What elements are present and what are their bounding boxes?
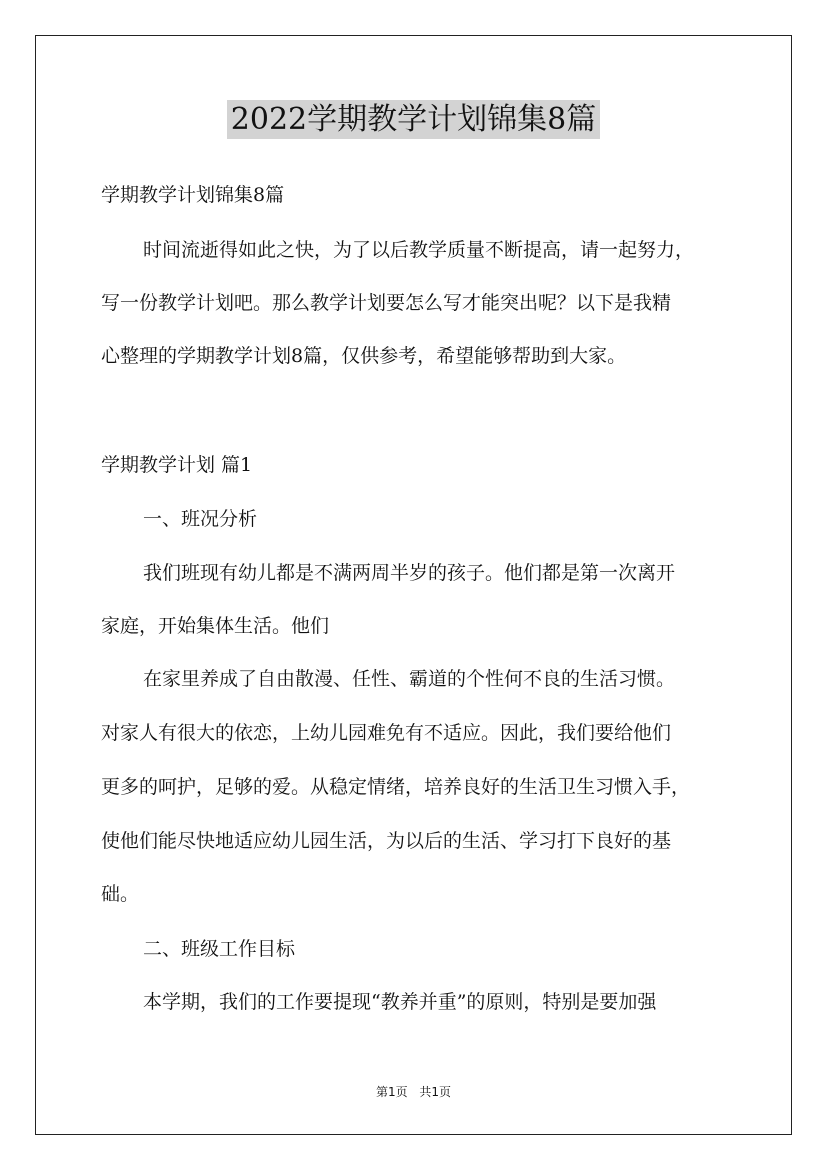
paragraph-line: 本学期，我们的工作要提现“教养并重”的原则，特别是要加强 (143, 991, 657, 1013)
document-title-block (0, 100, 827, 140)
paragraph-line: 心整理的学期教学计划8篇，仅供参考，希望能够帮助到大家。 (101, 345, 627, 367)
paragraph-line: 使他们能尽快地适应幼儿园生活，为以后的生活、学习打下良好的基 (101, 830, 672, 852)
paragraph-line: 我们班现有幼儿都是不满两周半岁的孩子。他们都是第一次离开 (143, 562, 676, 584)
paragraph-line: 家庭，开始集体生活。他们 (101, 615, 330, 637)
document-title: 2022学期教学计划锦集8篇 (227, 100, 600, 139)
subtitle-line: 学期教学计划锦集8篇 (101, 184, 285, 206)
paragraph-line: 写一份教学计划吧。那么教学计划要怎么写才能突出呢？以下是我精 (101, 292, 672, 314)
section-heading: 学期教学计划 篇1 (101, 454, 253, 476)
subsection-heading: 一、班况分析 (143, 508, 258, 530)
paragraph-line: 础。 (101, 883, 140, 905)
total-pages: 共1页 (419, 1085, 452, 1099)
page-footer (0, 1083, 827, 1100)
subsection-heading: 二、班级工作目标 (143, 938, 296, 960)
paragraph-line: 时间流逝得如此之快，为了以后教学质量不断提高，请一起努力， (143, 239, 695, 261)
paragraph-line: 在家里养成了自由散漫、任性、霸道的个性何不良的生活习惯。 (143, 668, 676, 690)
page-number: 第1页 (375, 1085, 408, 1099)
paragraph-line: 更多的呵护，足够的爱。从稳定情绪，培养良好的生活卫生习惯入手， (101, 776, 691, 798)
paragraph-line: 对家人有很大的依恋，上幼儿园难免有不适应。因此，我们要给他们 (101, 722, 672, 744)
